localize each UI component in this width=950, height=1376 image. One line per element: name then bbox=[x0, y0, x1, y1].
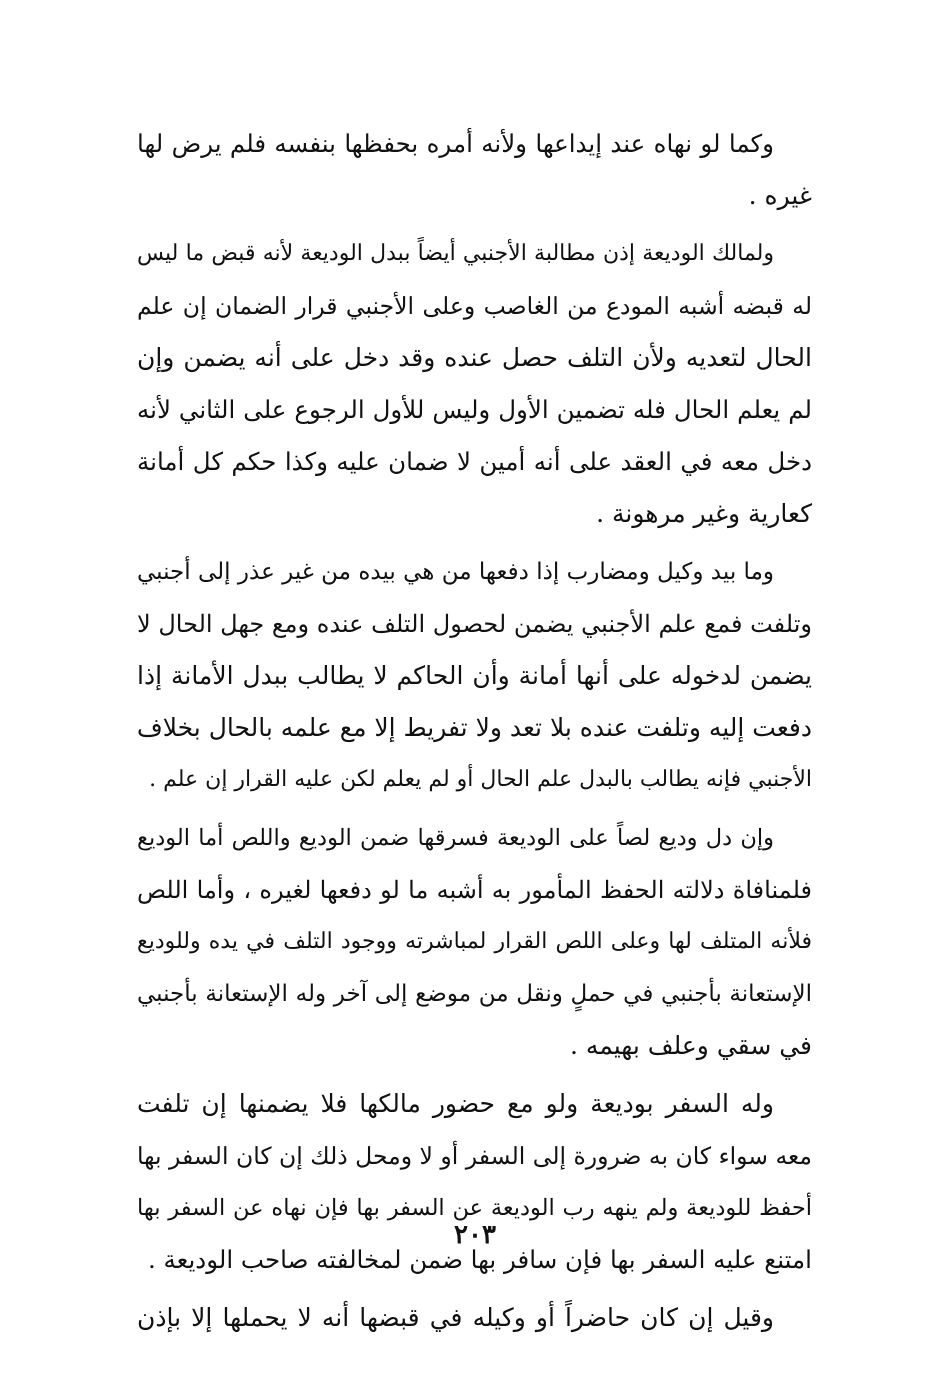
paragraph bbox=[137, 1292, 812, 1344]
paragraph bbox=[137, 812, 812, 1072]
text-line: أحفظ للوديعة ولم ينهه رب الوديعة عن السفر بها فإن نهاه عن السفر بها bbox=[137, 1195, 812, 1221]
paragraph bbox=[137, 1078, 812, 1286]
text-line: في سقي وعلف بهيمه . bbox=[570, 1031, 812, 1060]
text-line: وإن دل وديع لصاً على الوديعة فسرقها ضمن الوديع واللص أما الوديع bbox=[137, 825, 774, 851]
paragraph bbox=[137, 546, 812, 806]
text-line: معه سواء كان به ضرورة إلى السفر أو لا ومحل ذلك إن كان السفر بها bbox=[137, 1142, 812, 1170]
text-line: الإستعانة بأجنبي في حملٍ ونقل من موضع إلى آخر وله الإستعانة بأجنبي bbox=[137, 981, 812, 1007]
text-line: وتلفت فمع علم الأجنبي يضمن لحصول التلف عنده ومع جهل الحال لا bbox=[137, 610, 812, 638]
text-line: فلمنافاة دلالته الحفظ المأمور به أشبه ما لو دفعها لغيره ، وأما اللص bbox=[137, 876, 812, 904]
text-line: كعارية وغير مرهونة . bbox=[596, 499, 812, 528]
text-line: ولمالك الوديعة إذن مطالبة الأجنبي أيضاً ببدل الوديعة لأنه قبض ما ليس bbox=[137, 241, 774, 266]
text-line: وله السفر بوديعة ولو مع حضور مالكها فلا يضمنها إن تلفت bbox=[137, 1089, 774, 1118]
page-number: ٢٠٣ bbox=[454, 1220, 496, 1250]
paragraph bbox=[137, 118, 812, 222]
text-line: امتنع عليه السفر بها فإن سافر بها ضمن لمخالفته صاحب الوديعة . bbox=[147, 1245, 812, 1274]
text-line: يضمن لدخوله على أنها أمانة وأن الحاكم لا يطالب ببدل الأمانة إذا bbox=[137, 661, 812, 690]
text-line: الحال لتعديه ولأن التلف حصل عنده وقد دخل على أنه يضمن وإن bbox=[137, 343, 812, 372]
text-line: وكما لو نهاه عند إيداعها ولأنه أمره بحفظها بنفسه فلم يرض لها bbox=[137, 129, 774, 158]
paragraph bbox=[137, 228, 812, 540]
text-line: وما بيد وكيل ومضارب إذا دفعها من هي بيده من غير عذر إلى أجنبي bbox=[137, 559, 774, 585]
text-line: وقيل إن كان حاضراً أو وكيله في قبضها أنه لا يحملها إلا بإذن bbox=[137, 1303, 774, 1332]
text-line: فلأنه المتلف لها وعلى اللص القرار لمباشرته ووجود التلف في يده وللوديع bbox=[137, 929, 812, 954]
text-line: غيره . bbox=[748, 181, 812, 210]
text-line: لم يعلم الحال فله تضمين الأول وليس للأول الرجوع على الثاني لأنه bbox=[137, 395, 812, 424]
body-text bbox=[137, 118, 812, 1344]
text-line: له قبضه أشبه المودع من الغاصب وعلى الأجنبي قرار الضمان إن علم bbox=[137, 292, 812, 320]
text-line: دفعت إليه وتلفت عنده بلا تعد ولا تفريط إلا مع علمه بالحال بخلاف bbox=[137, 713, 812, 742]
text-line: الأجنبي فإنه يطالب بالبدل علم الحال أو لم يعلم لكن عليه القرار إن علم . bbox=[149, 767, 812, 792]
text-line: دخل معه في العقد على أنه أمين لا ضمان عليه وكذا حكم كل أمانة bbox=[137, 447, 812, 476]
